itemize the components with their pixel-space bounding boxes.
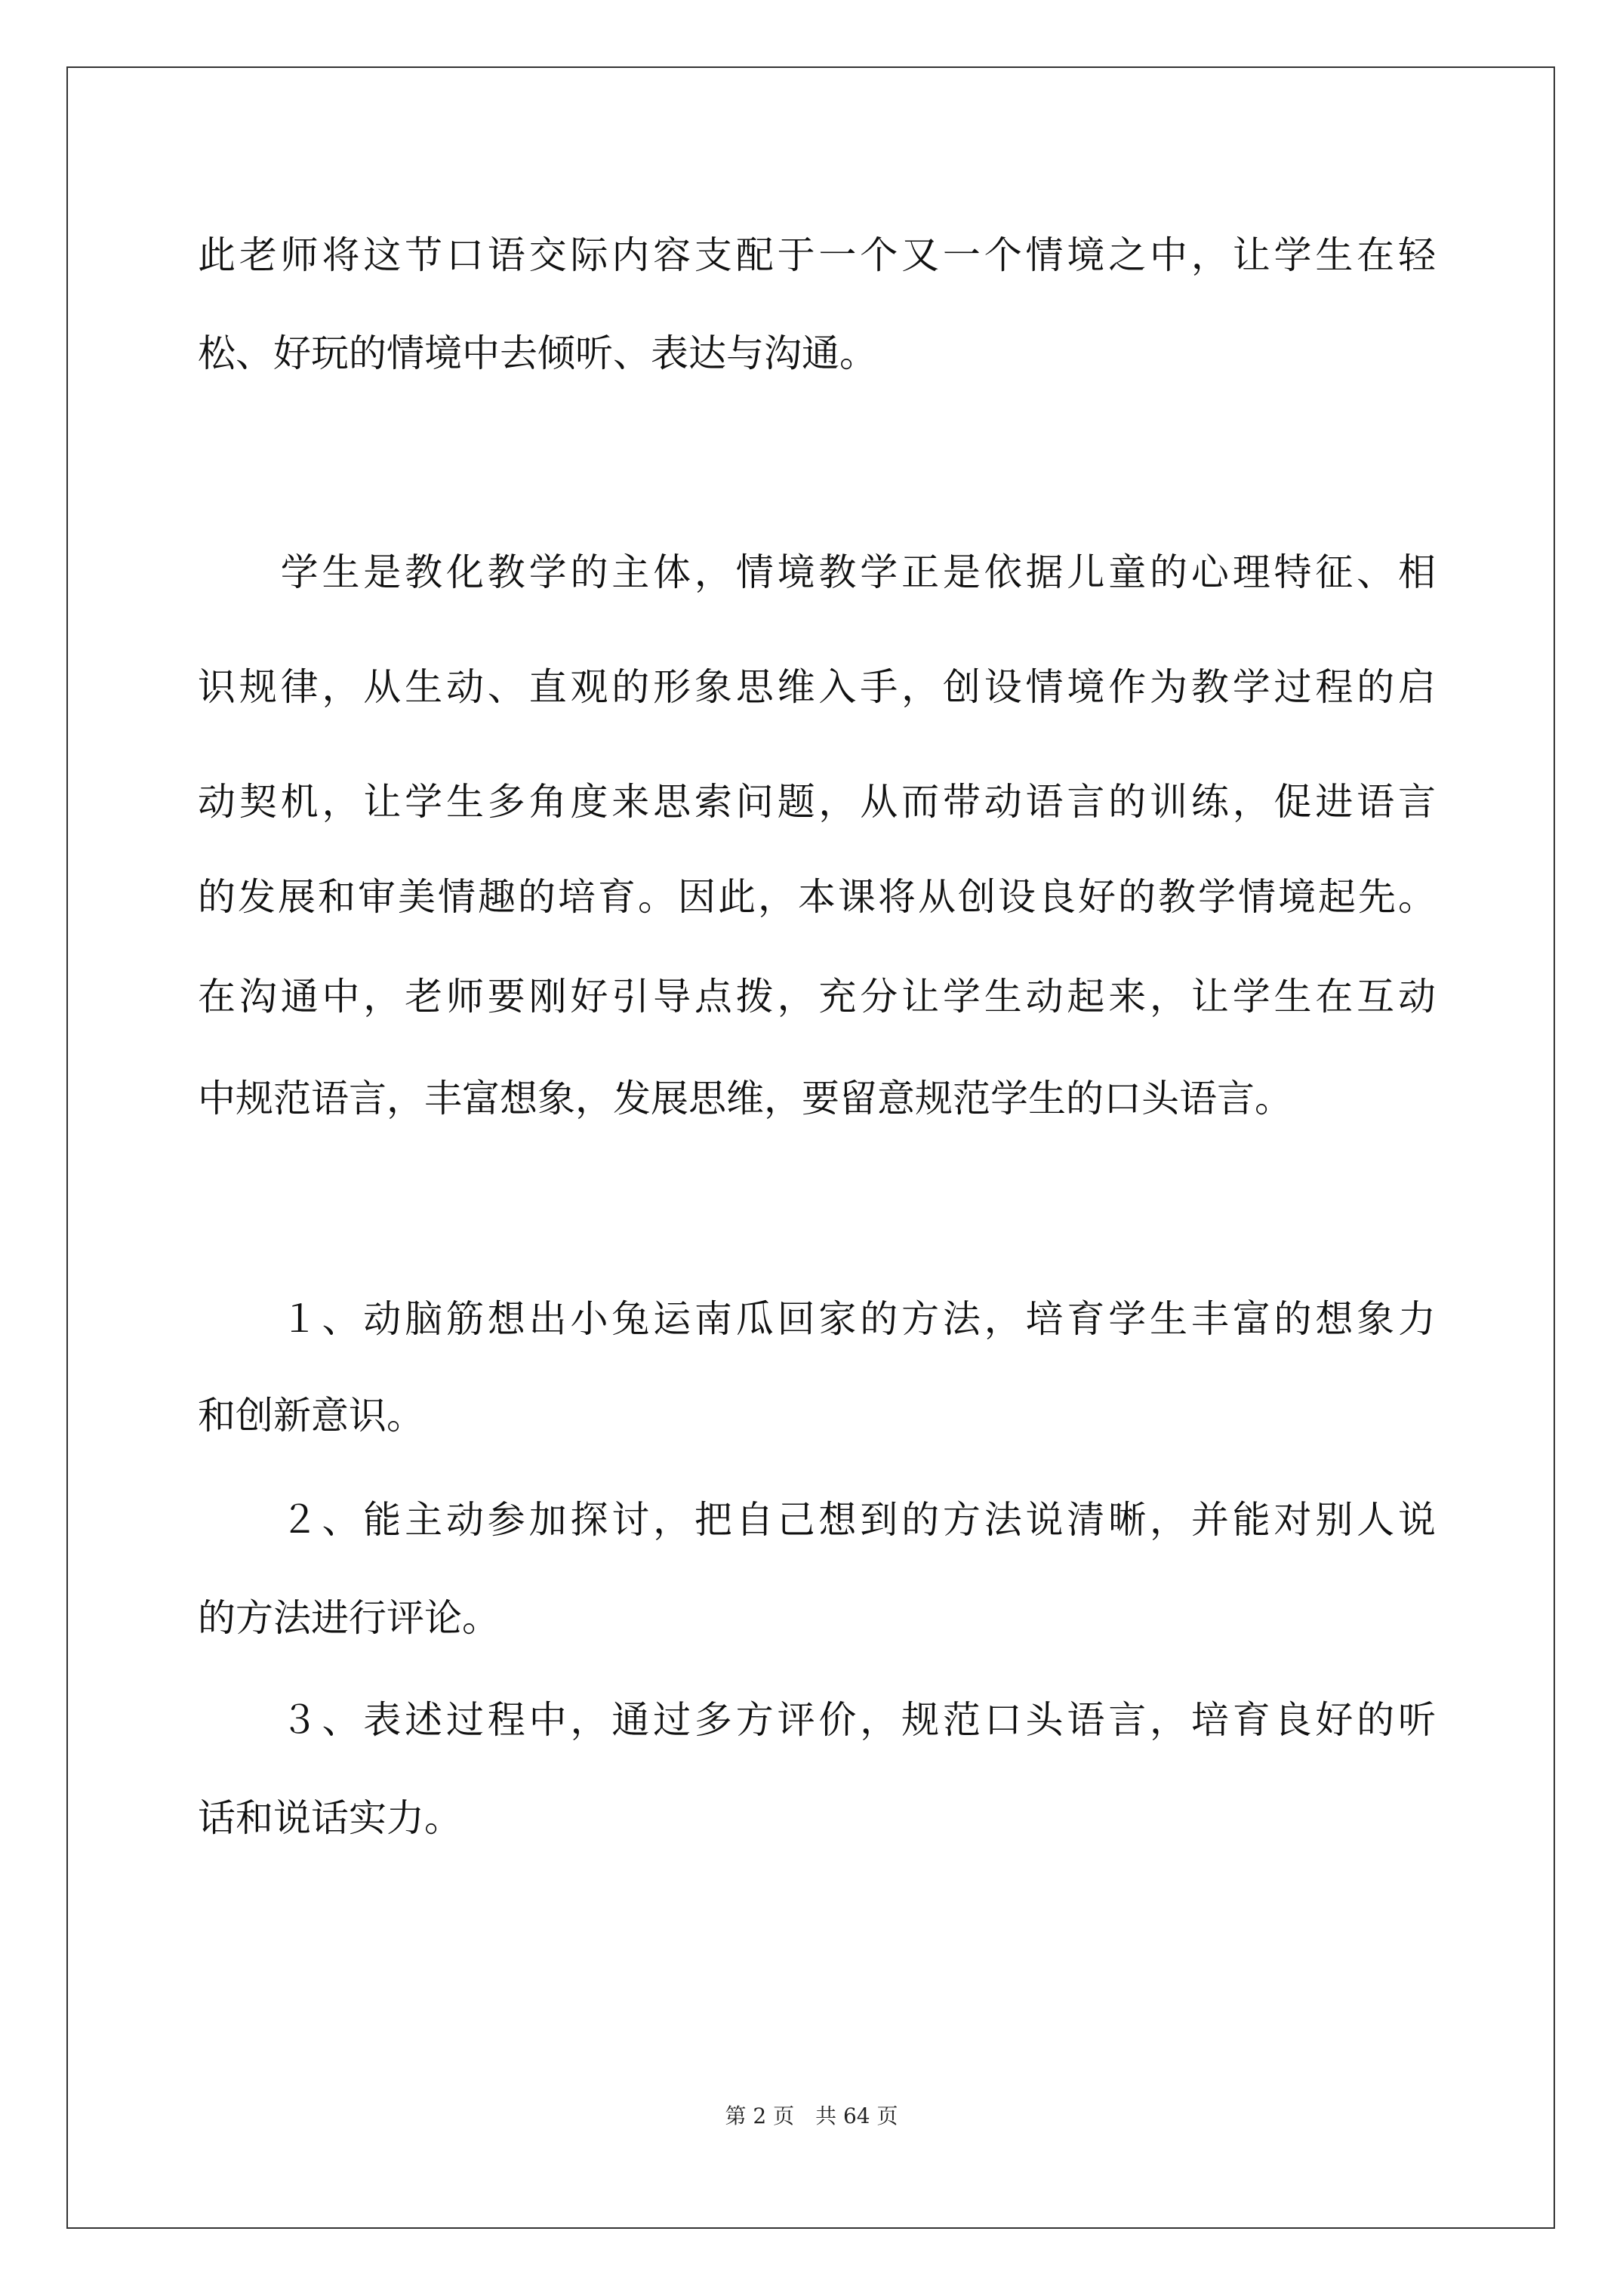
paragraph-3-line-1: １、动脑筋想出小兔运南瓜回家的方法，培育学生丰富的想象力: [198, 1297, 1436, 1341]
paragraph-2-line-2: 识规律，从生动、直观的形象思维入手，创设情境作为教学过程的启: [198, 665, 1436, 709]
page-number-footer: 第 2 页 共 64 页: [725, 2103, 898, 2128]
paragraph-5-line-2: 话和说话实力。: [198, 1796, 462, 1840]
paragraph-3-line-2: 和创新意识。: [198, 1394, 424, 1438]
paragraph-1-line-1: 此老师将这节口语交际内容支配于一个又一个情境之中，让学生在轻: [198, 233, 1436, 277]
paragraph-4-line-2: 的方法进行评论。: [198, 1596, 500, 1640]
paragraph-2-line-1: 学生是教化教学的主体，情境教学正是依据儿童的心理特征、相: [198, 550, 1436, 594]
paragraph-2-line-4: 的发展和审美情趣的培育。因此，本课将从创设良好的教学情境起先。: [198, 875, 1436, 919]
page-border: [66, 66, 1555, 2229]
paragraph-4-line-1: ２、能主动参加探讨，把自己想到的方法说清晰，并能对别人说: [198, 1498, 1436, 1542]
paragraph-5-line-1: ３、表述过程中，通过多方评价，规范口头语言，培育良好的听: [198, 1698, 1436, 1742]
paragraph-2-line-6: 中规范语言，丰富想象，发展思维，要留意规范学生的口头语言。: [198, 1077, 1292, 1120]
paragraph-2-line-3: 动契机，让学生多角度来思索问题，从而带动语言的训练，促进语言: [198, 780, 1436, 824]
paragraph-2-line-5: 在沟通中，老师要刚好引导点拨，充分让学生动起来，让学生在互动: [198, 975, 1436, 1019]
paragraph-1-line-2: 松、好玩的情境中去倾听、表达与沟通。: [198, 331, 877, 375]
